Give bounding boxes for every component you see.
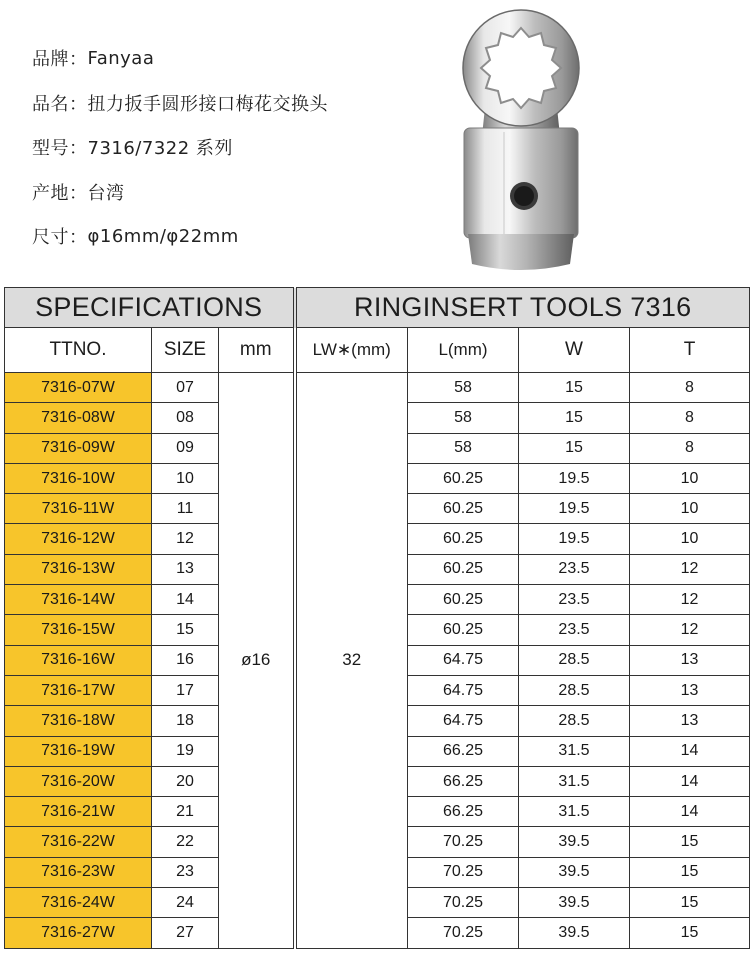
cell-t: 14 (630, 736, 750, 766)
cell-t: 15 (630, 888, 750, 918)
info-value: 扭力扳手圆形接口梅花交换头 (87, 93, 328, 115)
cell-l: 66.25 (408, 766, 519, 796)
product-info (32, 36, 452, 259)
cell-w: 39.5 (519, 888, 630, 918)
cell-w: 19.5 (519, 524, 630, 554)
info-product-name (32, 81, 452, 126)
info-brand (32, 36, 452, 81)
cell-t: 12 (630, 585, 750, 615)
cell-t: 10 (630, 494, 750, 524)
cell-t: 15 (630, 918, 750, 948)
cell-model: 7316-27W (5, 918, 152, 948)
cell-l: 64.75 (408, 645, 519, 675)
cell-size: 14 (152, 585, 219, 615)
info-value: 台湾 (87, 182, 125, 204)
info-value: φ16mm/φ22mm (87, 225, 239, 247)
cell-size: 12 (152, 524, 219, 554)
cell-model: 7316-17W (5, 675, 152, 705)
cell-w: 15 (519, 373, 630, 403)
cell-model: 7316-14W (5, 585, 152, 615)
cell-model: 7316-16W (5, 645, 152, 675)
cell-w: 31.5 (519, 797, 630, 827)
cell-size: 24 (152, 888, 219, 918)
cell-model: 7316-19W (5, 736, 152, 766)
cell-size: 15 (152, 615, 219, 645)
cell-l: 70.25 (408, 888, 519, 918)
cell-w: 39.5 (519, 857, 630, 887)
cell-lw-merged: 32 (295, 373, 408, 949)
header-ttno: TTNO. (5, 328, 152, 373)
cell-l: 60.25 (408, 494, 519, 524)
cell-l: 70.25 (408, 827, 519, 857)
cell-w: 28.5 (519, 675, 630, 705)
cell-model: 7316-15W (5, 615, 152, 645)
cell-t: 10 (630, 463, 750, 493)
cell-size: 27 (152, 918, 219, 948)
spec-table (4, 287, 750, 949)
cell-w: 28.5 (519, 706, 630, 736)
cell-size: 08 (152, 403, 219, 433)
info-label: 型号： (32, 138, 88, 160)
cell-model: 7316-12W (5, 524, 152, 554)
info-origin (32, 170, 452, 215)
cell-l: 64.75 (408, 675, 519, 705)
info-value: Fanyaa (87, 47, 155, 69)
cell-t: 13 (630, 706, 750, 736)
header-t: T (630, 328, 750, 373)
cell-size: 11 (152, 494, 219, 524)
cell-l: 60.25 (408, 524, 519, 554)
cell-l: 70.25 (408, 918, 519, 948)
cell-w: 19.5 (519, 463, 630, 493)
cell-model: 7316-21W (5, 797, 152, 827)
header-l: L(mm) (408, 328, 519, 373)
info-value: 7316/7322 系列 (87, 138, 233, 160)
cell-t: 13 (630, 645, 750, 675)
info-size (32, 214, 452, 259)
cell-w: 15 (519, 403, 630, 433)
ring-insert-tool-icon (446, 6, 596, 272)
cell-size: 21 (152, 797, 219, 827)
cell-model: 7316-20W (5, 766, 152, 796)
cell-w: 39.5 (519, 918, 630, 948)
cell-size: 22 (152, 827, 219, 857)
cell-t: 8 (630, 403, 750, 433)
cell-model: 7316-09W (5, 433, 152, 463)
info-label: 品名： (32, 93, 88, 115)
cell-l: 60.25 (408, 585, 519, 615)
band-specifications: SPECIFICATIONS (5, 288, 295, 328)
header-size: SIZE (152, 328, 219, 373)
cell-l: 66.25 (408, 736, 519, 766)
cell-t: 13 (630, 675, 750, 705)
cell-size: 07 (152, 373, 219, 403)
cell-model: 7316-08W (5, 403, 152, 433)
cell-model: 7316-11W (5, 494, 152, 524)
cell-t: 12 (630, 615, 750, 645)
cell-mm-merged: ø16 (219, 373, 295, 949)
cell-t: 14 (630, 766, 750, 796)
cell-model: 7316-13W (5, 554, 152, 584)
cell-w: 19.5 (519, 494, 630, 524)
cell-size: 09 (152, 433, 219, 463)
cell-l: 60.25 (408, 554, 519, 584)
cell-model: 7316-24W (5, 888, 152, 918)
cell-t: 8 (630, 433, 750, 463)
cell-w: 39.5 (519, 827, 630, 857)
cell-l: 58 (408, 403, 519, 433)
info-label: 产地： (32, 182, 88, 204)
band-ringinsert-tools: RINGINSERT TOOLS 7316 (295, 288, 750, 328)
cell-model: 7316-07W (5, 373, 152, 403)
cell-w: 23.5 (519, 585, 630, 615)
table-row (5, 373, 750, 403)
cell-size: 10 (152, 463, 219, 493)
header-w: W (519, 328, 630, 373)
cell-w: 15 (519, 433, 630, 463)
cell-w: 31.5 (519, 736, 630, 766)
info-label: 品牌： (32, 49, 88, 71)
header-mm: mm (219, 328, 295, 373)
cell-l: 66.25 (408, 797, 519, 827)
cell-size: 20 (152, 766, 219, 796)
cell-l: 64.75 (408, 706, 519, 736)
cell-w: 28.5 (519, 645, 630, 675)
cell-t: 8 (630, 373, 750, 403)
cell-size: 13 (152, 554, 219, 584)
cell-size: 23 (152, 857, 219, 887)
cell-size: 17 (152, 675, 219, 705)
cell-model: 7316-23W (5, 857, 152, 887)
cell-t: 15 (630, 827, 750, 857)
header-lw: LW∗(mm) (295, 328, 408, 373)
cell-l: 70.25 (408, 857, 519, 887)
info-model (32, 125, 452, 170)
cell-size: 16 (152, 645, 219, 675)
cell-t: 12 (630, 554, 750, 584)
cell-model: 7316-22W (5, 827, 152, 857)
cell-model: 7316-18W (5, 706, 152, 736)
cell-l: 58 (408, 373, 519, 403)
cell-t: 14 (630, 797, 750, 827)
info-label: 尺寸： (32, 227, 88, 249)
cell-l: 60.25 (408, 463, 519, 493)
cell-t: 10 (630, 524, 750, 554)
cell-l: 58 (408, 433, 519, 463)
cell-size: 18 (152, 706, 219, 736)
cell-w: 23.5 (519, 615, 630, 645)
cell-model: 7316-10W (5, 463, 152, 493)
cell-w: 23.5 (519, 554, 630, 584)
cell-w: 31.5 (519, 766, 630, 796)
cell-t: 15 (630, 857, 750, 887)
cell-size: 19 (152, 736, 219, 766)
cell-l: 60.25 (408, 615, 519, 645)
